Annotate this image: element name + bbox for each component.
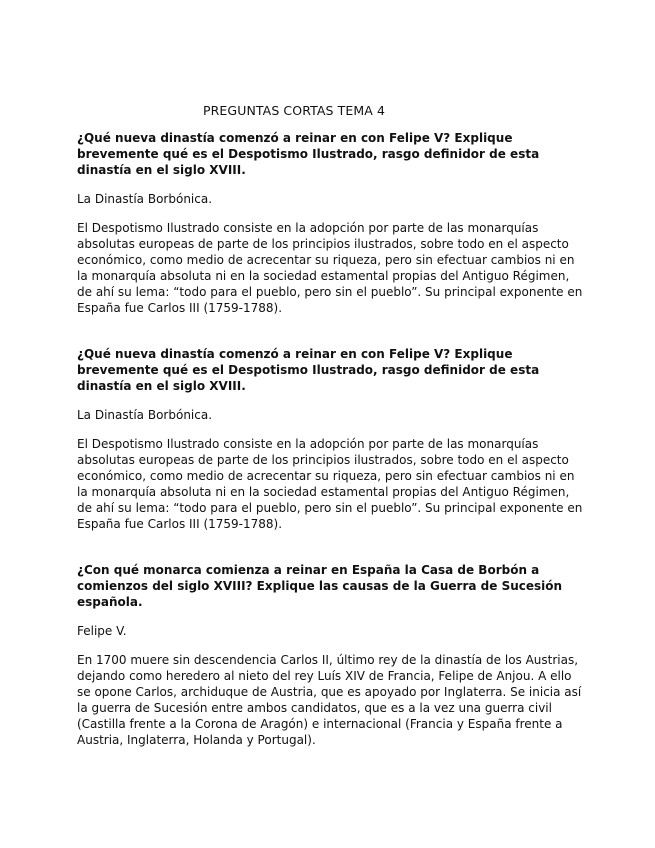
question-line: dinastía en el siglo XVIII. [77, 163, 246, 177]
qa-section-2 [77, 346, 587, 532]
question-line: brevemente qué es el Despotismo Ilustrado, rasgo definidor de esta [77, 147, 540, 161]
answer-line: España fue Carlos III (1759-1788). [77, 517, 283, 531]
answer-line: la monarquía absoluta ni en la sociedad estamental propias del Antiguo Régimen, [77, 485, 570, 499]
answer-line: se opone Carlos, archiduque de Austria, que es apoyado por Inglaterra. Se inicia así [77, 685, 582, 699]
answer-line: la monarquía absoluta ni en la sociedad estamental propias del Antiguo Régimen, [77, 269, 570, 283]
question-1 [77, 130, 587, 178]
question-line: comienzos del siglo XVIII? Explique las causas de la Guerra de Sucesión [77, 579, 563, 593]
question-line: dinastía en el siglo XVIII. [77, 379, 246, 393]
answer-line: de ahí su lema: “todo para el pueblo, pero sin el pueblo”. Su principal exponente en [77, 285, 583, 299]
answer-line: Austria, Inglaterra, Holanda y Portugal). [77, 733, 316, 747]
answer-line: absolutas europeas de parte de los principios ilustrados, sobre todo en el aspecto [77, 453, 569, 467]
long-answer-1 [77, 220, 587, 316]
answer-line: de ahí su lema: “todo para el pueblo, pero sin el pueblo”. Su principal exponente en [77, 501, 583, 515]
answer-line: la guerra de Sucesión entre ambos candidatos, que es a la vez una guerra civil [77, 701, 552, 715]
answer-line: (Castilla frente a la Corona de Aragón) e internacional (Francia y España frente a [77, 717, 563, 731]
answer-line: España fue Carlos III (1759-1788). [77, 301, 283, 315]
question-line: brevemente qué es el Despotismo Ilustrado, rasgo definidor de esta [77, 363, 540, 377]
question-3 [77, 562, 587, 610]
answer-line: El Despotismo Ilustrado consiste en la adopción por parte de las monarquías [77, 221, 539, 235]
short-answer-3: Felipe V. [77, 624, 127, 638]
long-answer-2 [77, 436, 587, 532]
question-line: ¿Con qué monarca comienza a reinar en España la Casa de Borbón a [77, 563, 540, 577]
question-line: española. [77, 595, 143, 609]
qa-section-1 [77, 130, 587, 316]
answer-line: En 1700 muere sin descendencia Carlos II, último rey de la dinastía de los Austrias, [77, 653, 579, 667]
answer-line: absolutas europeas de parte de los principios ilustrados, sobre todo en el aspecto [77, 237, 569, 251]
answer-line: económico, como medio de acrecentar su riqueza, pero sin efectuar cambios ni en [77, 469, 575, 483]
qa-section-3 [77, 562, 587, 748]
long-answer-3 [77, 652, 587, 748]
answer-line: económico, como medio de acrecentar su riqueza, pero sin efectuar cambios ni en [77, 253, 575, 267]
short-answer-2: La Dinastía Borbónica. [77, 408, 213, 422]
answer-line: El Despotismo Ilustrado consiste en la adopción por parte de las monarquías [77, 437, 539, 451]
answer-line: dejando como heredero al nieto del rey Luís XIV de Francia, Felipe de Anjou. A ello [77, 669, 572, 683]
question-2 [77, 346, 587, 394]
page-title: PREGUNTAS CORTAS TEMA 4 [203, 103, 385, 118]
short-answer-1: La Dinastía Borbónica. [77, 192, 213, 206]
question-line: ¿Qué nueva dinastía comenzó a reinar en con Felipe V? Explique [77, 131, 513, 145]
question-line: ¿Qué nueva dinastía comenzó a reinar en con Felipe V? Explique [77, 347, 513, 361]
